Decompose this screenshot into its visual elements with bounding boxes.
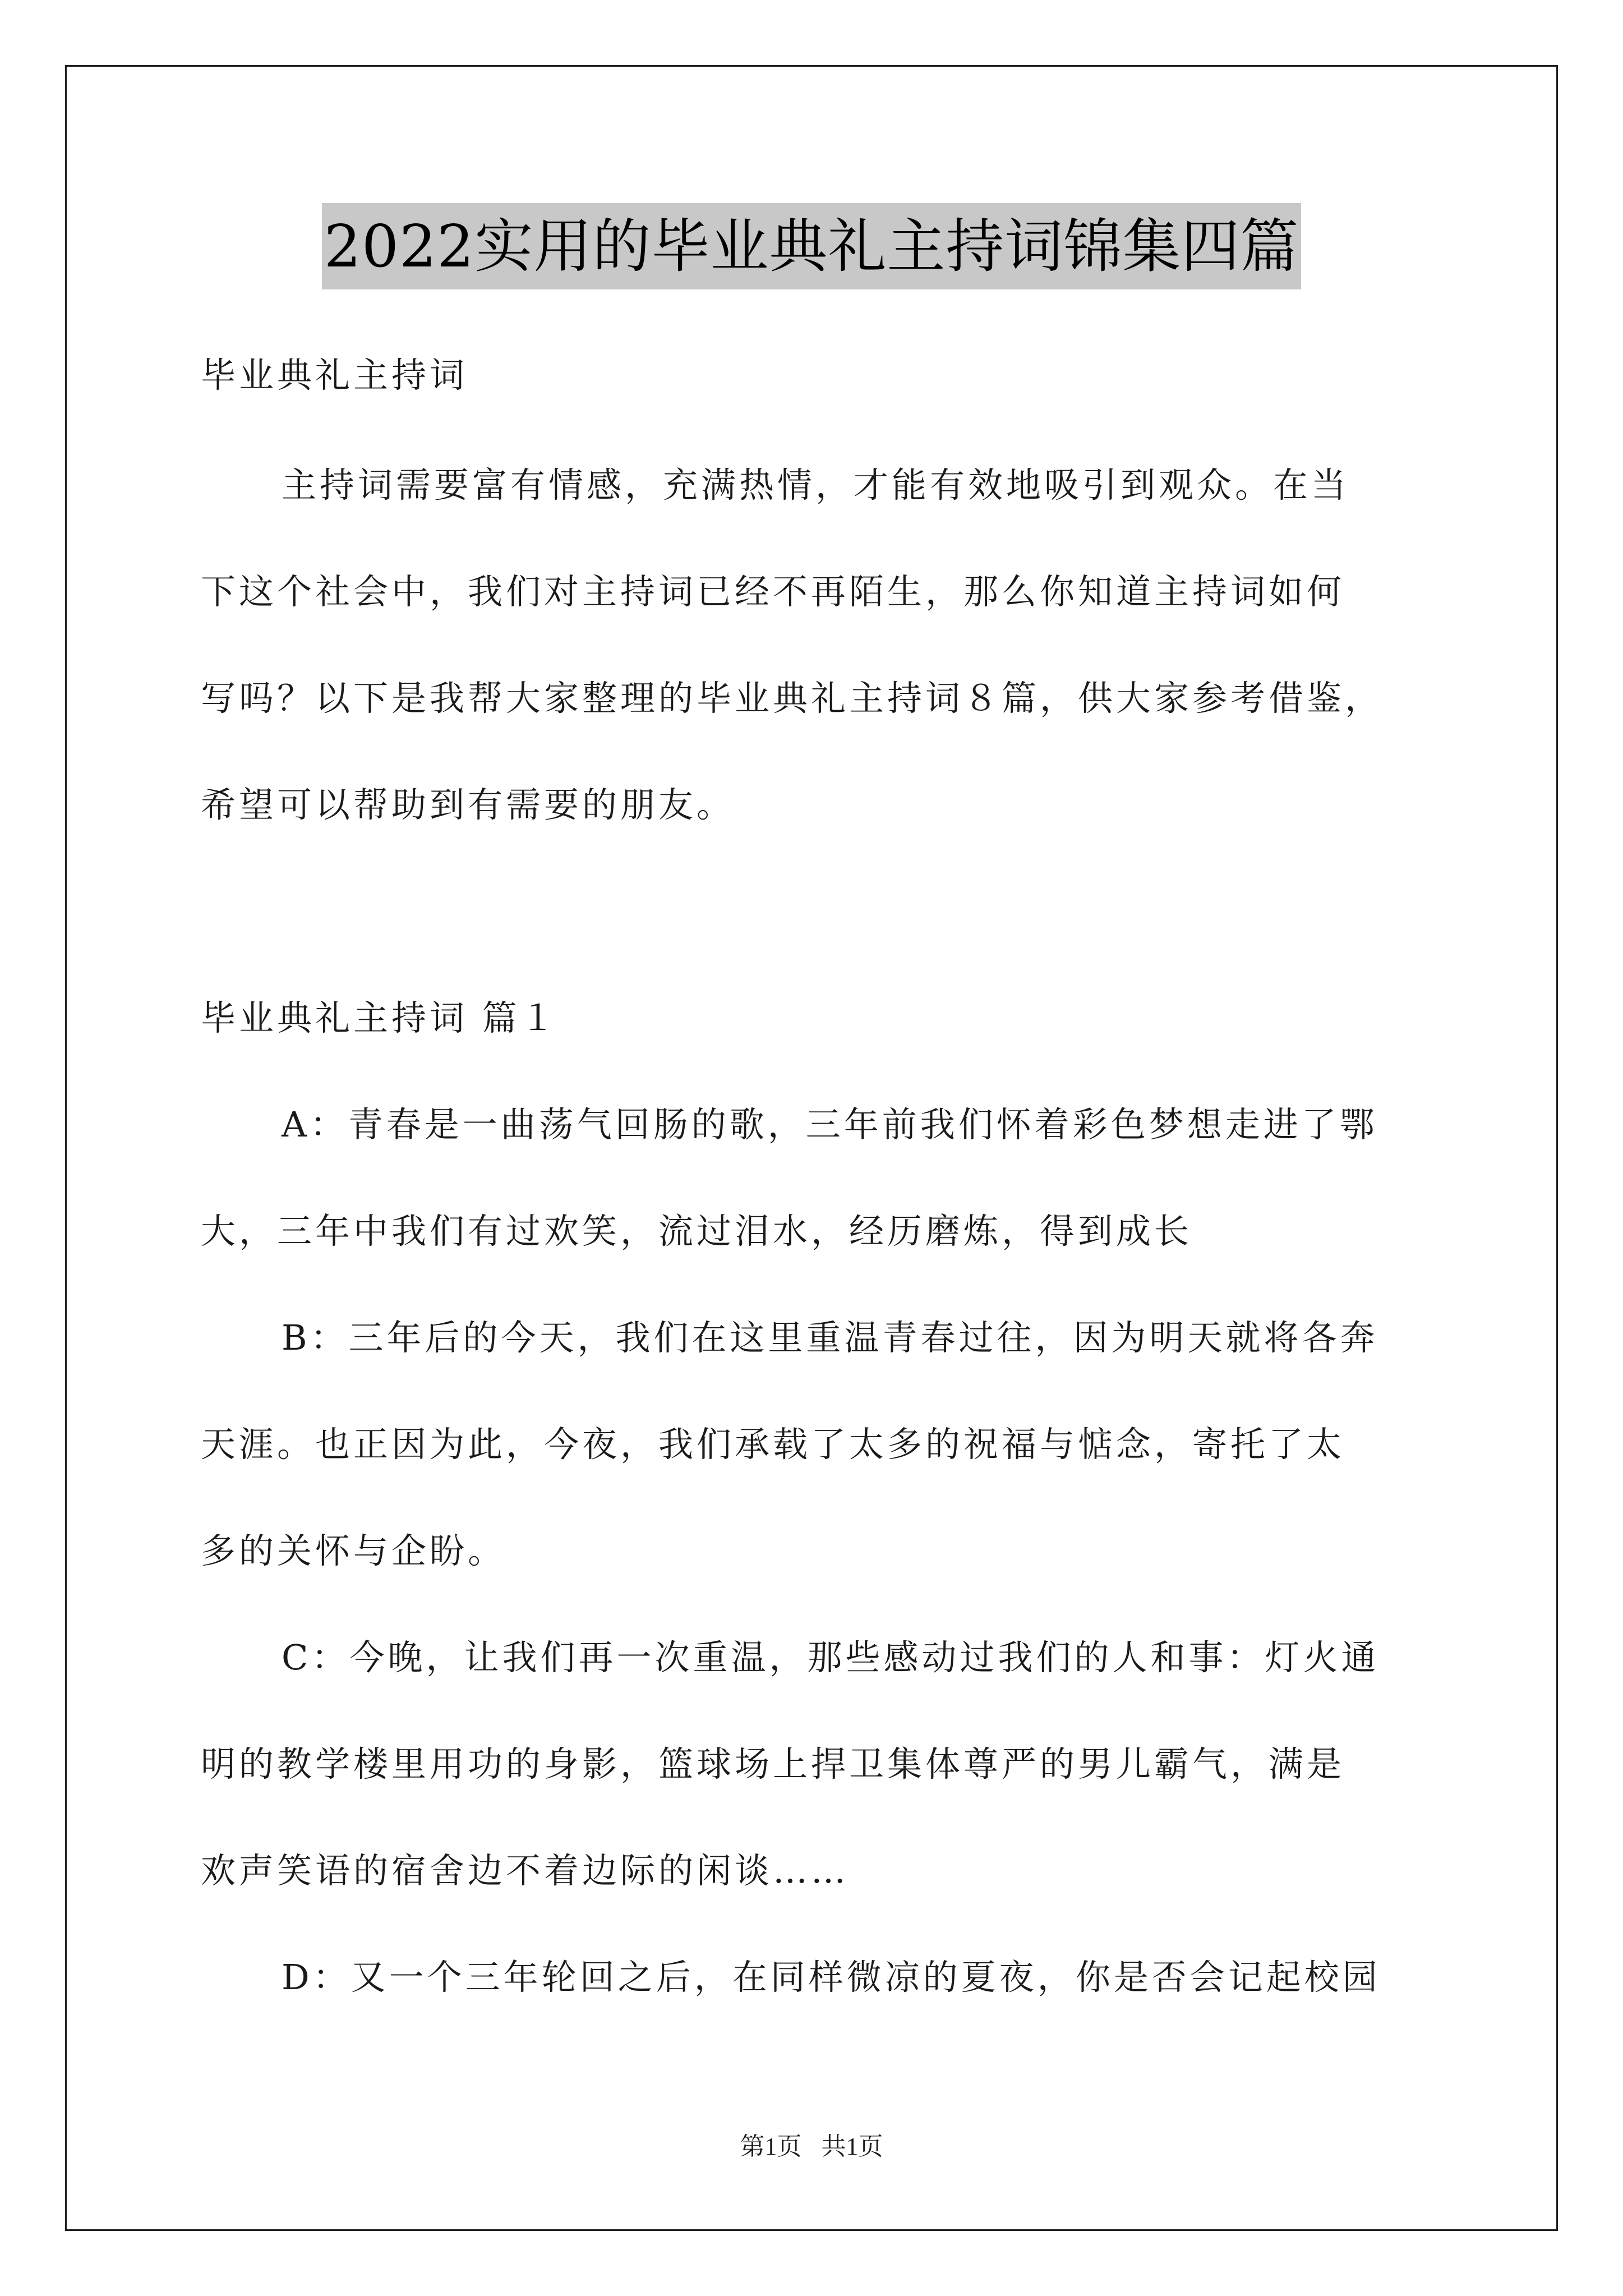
intro-line-1: 主持词需要富有情感，充满热情，才能有效地吸引到观众。在当 bbox=[282, 464, 1350, 505]
page-number: 第1页 bbox=[740, 2133, 802, 2160]
title-container bbox=[0, 203, 1623, 289]
paragraph-c-line-3: 欢声笑语的宿舍边不着边际的闲谈…… bbox=[201, 1850, 850, 1891]
paragraph-a-line-2: 大，三年中我们有过欢笑，流过泪水，经历磨炼，得到成长 bbox=[201, 1211, 1193, 1251]
paragraph-b-line-1: B：三年后的今天，我们在这里重温青春过往，因为明天就将各奔 bbox=[282, 1317, 1378, 1358]
intro-line-2: 下这个社会中，我们对主持词已经不再陌生，那么你知道主持词如何 bbox=[201, 571, 1345, 612]
paragraph-b-line-3: 多的关怀与企盼。 bbox=[201, 1530, 506, 1571]
paragraph-b-line-2: 天涯。也正因为此，今夜，我们承载了太多的祝福与惦念，寄托了太 bbox=[201, 1424, 1345, 1465]
paragraph-a-line-1: A：青春是一曲荡气回肠的歌，三年前我们怀着彩色梦想走进了鄂 bbox=[282, 1104, 1378, 1145]
intro-line-3: 写吗？以下是我帮大家整理的毕业典礼主持词８篇，供大家参考借鉴， bbox=[201, 678, 1384, 719]
page-footer bbox=[0, 2126, 1623, 2162]
section-heading: 毕业典礼主持词 篇１ bbox=[201, 997, 559, 1038]
paragraph-d-line-1: D：又一个三年轮回之后，在同样微凉的夏夜，你是否会记起校园 bbox=[282, 1957, 1381, 1998]
intro-line-4: 希望可以帮助到有需要的朋友。 bbox=[201, 784, 735, 825]
intro-heading: 毕业典礼主持词 bbox=[201, 355, 468, 395]
paragraph-c-line-1: C：今晚，让我们再一次重温，那些感动过我们的人和事：灯火通 bbox=[282, 1637, 1380, 1678]
page-total: 共1页 bbox=[821, 2133, 883, 2160]
paragraph-c-line-2: 明的教学楼里用功的身影，篮球场上捍卫集体尊严的男儿霸气，满是 bbox=[201, 1743, 1345, 1784]
document-title: 2022实用的毕业典礼主持词锦集四篇 bbox=[322, 203, 1302, 289]
